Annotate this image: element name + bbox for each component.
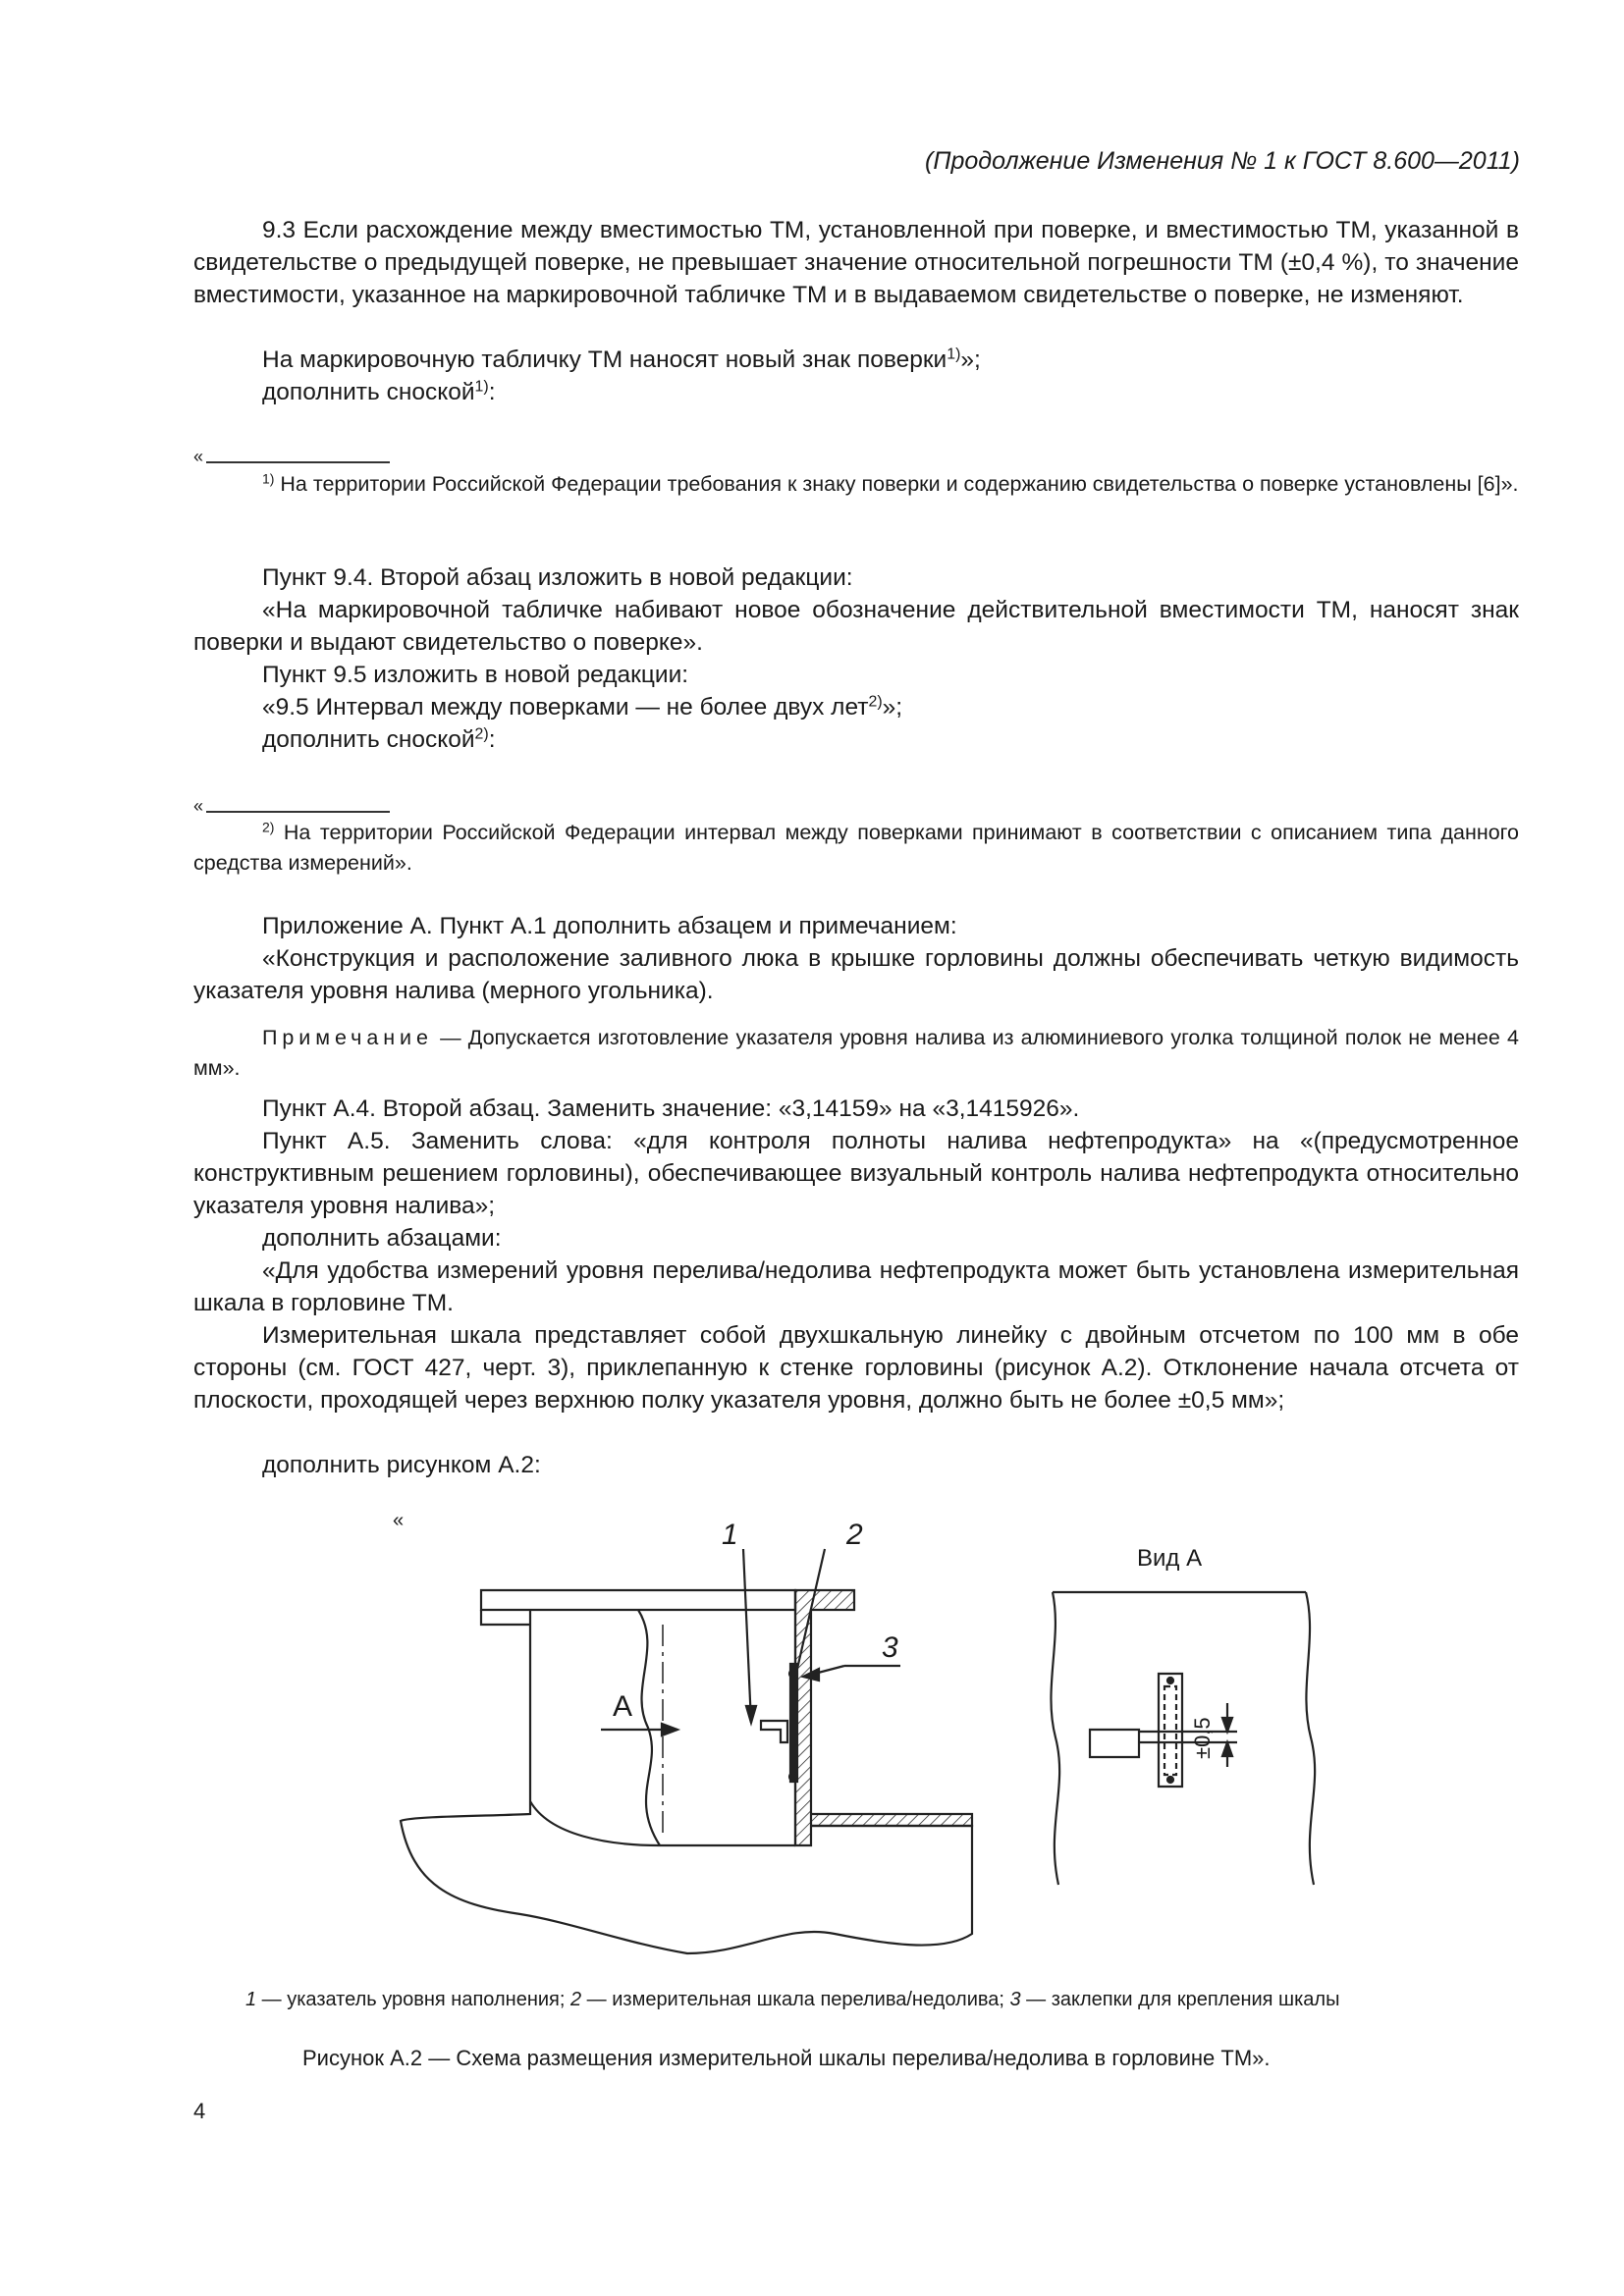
- figure-legend: 1 — указатель уровня наполнения; 2 — измерительная шкала перелива/недолива; 3 — заклепки для крепления шкалы: [245, 1989, 1340, 2010]
- figure-caption: Рисунок А.2 — Схема размещения измерительной шкалы перелива/недолива в горловине ТМ».: [302, 2046, 1271, 2070]
- figure-label-a: А: [613, 1690, 633, 1723]
- paragraph-9-5: Пункт 9.5 изложить в новой редакции:: [262, 662, 689, 688]
- paragraph-add-footnote-2: дополнить сноской$^{2)}$:: [262, 725, 496, 753]
- paragraph-a4: Пункт А.4. Второй абзац. Заменить значение: «3,14159» на «3,1415926».: [262, 1095, 1080, 1122]
- figure-label-2: 2: [846, 1519, 863, 1551]
- view-a-label: Вид А: [1137, 1545, 1203, 1572]
- footnote-2-quote: «: [193, 796, 204, 816]
- paragraph-a1-quote: «Конструкция и расположение заливного люка в крышке горловины должны обеспечивать четкую видимость указателя уровня налива (мерного угольника).: [193, 945, 1519, 1004]
- paragraph-mark-sign: На маркировочную табличку ТМ наносят новый знак поверки$^{1)}$»;: [262, 346, 981, 373]
- paragraph-a5: Пункт А.5. Заменить слова: «для контроля полноты налива нефтепродукта» на «(предусмотренное конструктивным решением горловины), обеспечивающее визуальный контроль налива нефтепродукта относительно указателя уровня налива»;: [193, 1128, 1519, 1219]
- paragraph-9-4-quote: «На маркировочной табличке набивают новое обозначение действительной вместимости ТМ, наносят знак поверки и выдают свидетельство о поверке».: [193, 597, 1519, 656]
- paragraph-add-footnote-1: дополнить сноской$^{1)}$:: [262, 378, 496, 405]
- paragraph-a1: Приложение А. Пункт А.1 дополнить абзацем и примечанием:: [262, 913, 957, 939]
- paragraph-9-5-text: «9.5 Интервал между поверками — не более двух лет$^{2)}$»;: [262, 693, 903, 721]
- footnote-2: $^{2)}$ На территории Российской Федерации интервал между поверками принимают в соответствии с описанием типа данного средства измерений».: [193, 819, 1519, 875]
- footnote-1-quote: «: [193, 447, 204, 466]
- tank-break-outline: [530, 1801, 660, 1845]
- figure-label-3: 3: [882, 1631, 898, 1664]
- figure-quote: «: [393, 1510, 405, 1531]
- page-number: 4: [193, 2099, 206, 2123]
- paragraph-scale-2: Измерительная шкала представляет собой двухшкальную линейку с двойным отсчетом по 100 мм в обе стороны (см. ГОСТ 427, черт. 3), приклепанную к стенке горловины (рисунок А.2). Отклонение начала отсчета от плоскости, проходящей через верхнюю полку указателя уровня, должно быть не более ±0,5 мм»;: [193, 1322, 1519, 1414]
- note: Примечание — Допускается изготовление указателя уровня налива из алюминиевого уголка толщиной полок не менее 4 мм».: [193, 1026, 1519, 1080]
- paragraph-add-paragraphs: дополнить абзацами:: [262, 1225, 502, 1252]
- figure-label-1: 1: [722, 1519, 738, 1551]
- level-indicator: [761, 1721, 787, 1742]
- paragraph-add-figure: дополнить рисунком А.2:: [262, 1452, 541, 1478]
- top-flange: [481, 1590, 795, 1610]
- running-header: (Продолжение Изменения № 1 к ГОСТ 8.600—2011): [925, 147, 1520, 175]
- footnote-1: $^{1)}$ На территории Российской Федерации требования к знаку поверки и содержанию свидетельства о поверке установлены [6]».: [262, 470, 1519, 496]
- scale-bar: [790, 1664, 797, 1782]
- break-line-top: [638, 1610, 660, 1845]
- view-a-scale: [1159, 1674, 1182, 1787]
- dimension-label: ±0,5: [1190, 1717, 1215, 1759]
- paragraph-9-3: 9.3 Если расхождение между вместимостью ТМ, установленной при поверке, и вместимостью ТМ, указанной в свидетельстве о предыдущей поверке, не превышает значение относительной погрешности ТМ (±0,4 %), то значение вместимости, указанное на маркировочной табличке ТМ и в выдаваемом свидетельстве о поверке, не изменяют.: [193, 217, 1519, 308]
- paragraph-9-4: Пункт 9.4. Второй абзац изложить в новой редакции:: [262, 564, 853, 591]
- view-a-indicator: [1090, 1730, 1139, 1757]
- paragraph-scale-1: «Для удобства измерений уровня перелива/недолива нефтепродукта может быть установлена измерительная шкала в горловине ТМ.: [193, 1257, 1519, 1316]
